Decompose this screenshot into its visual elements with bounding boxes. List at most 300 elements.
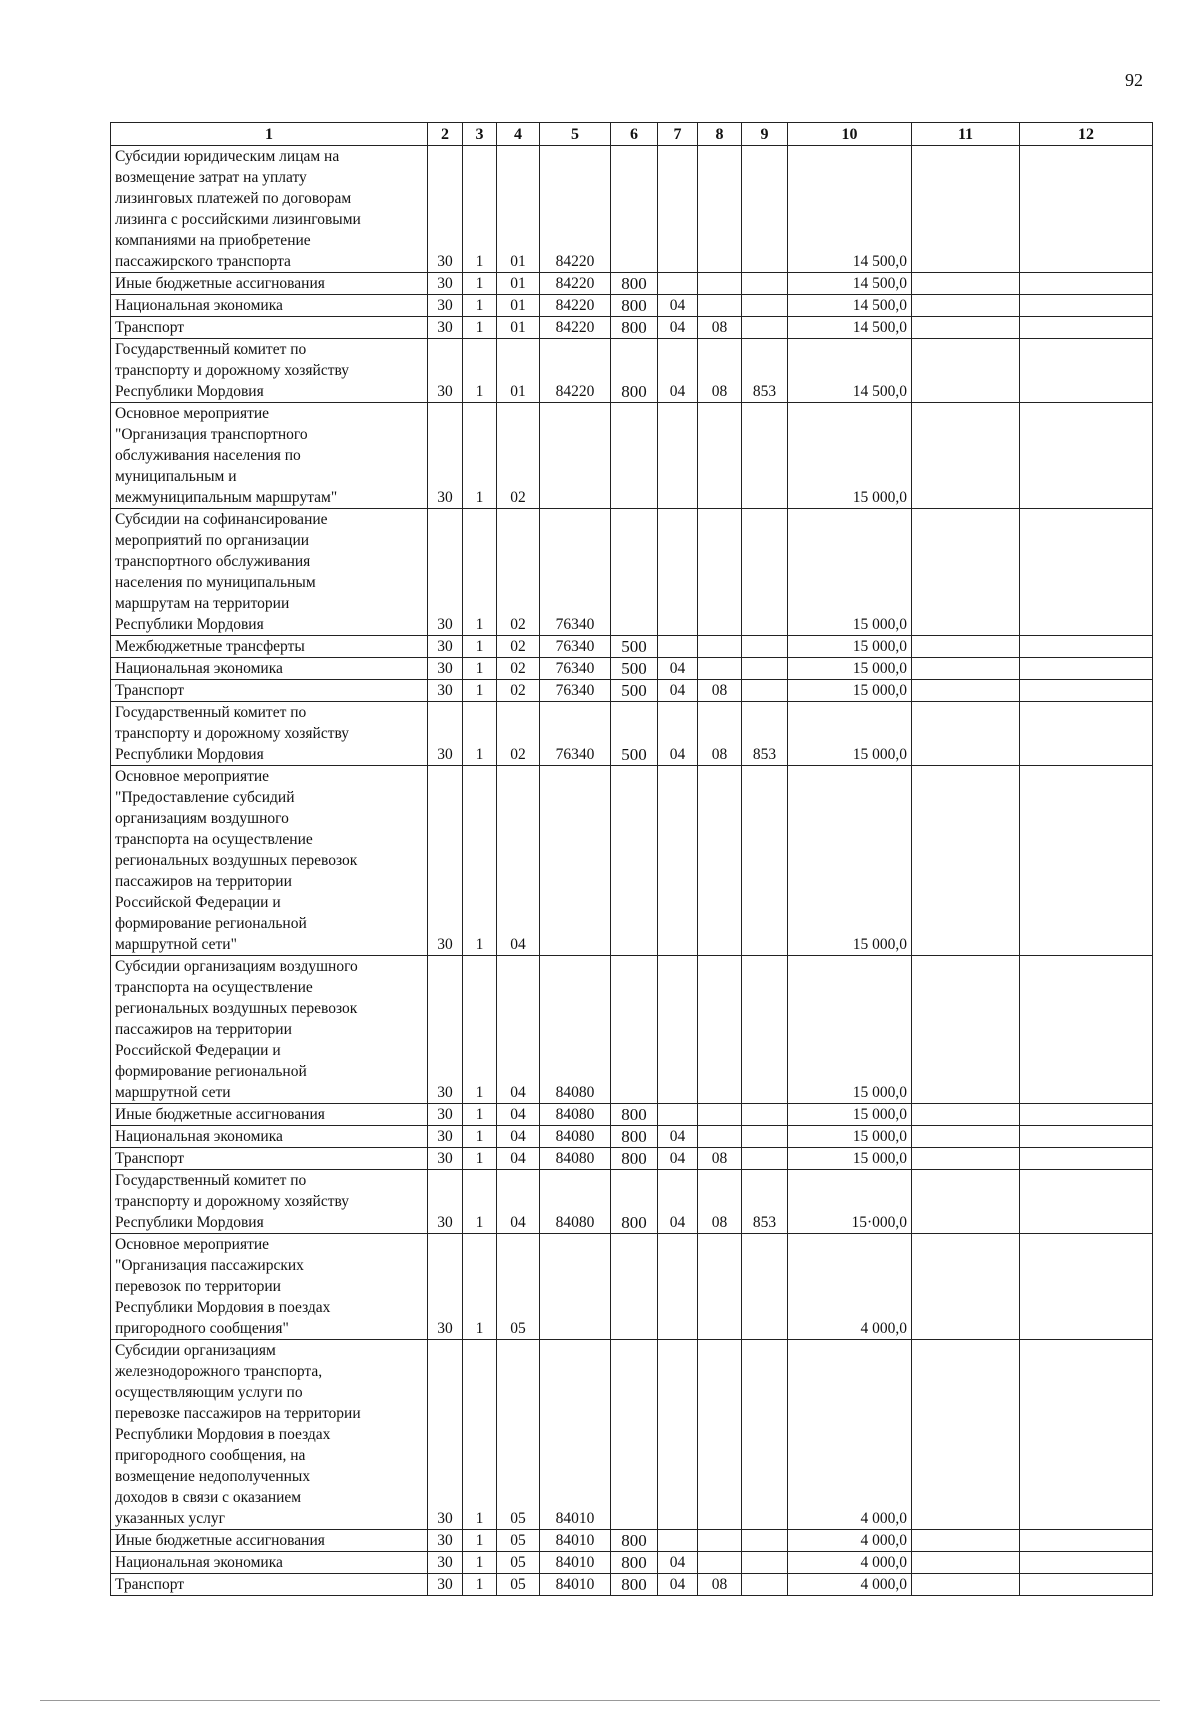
row-name: Транспорт xyxy=(111,317,428,339)
cell-col-7: 04 xyxy=(658,1574,698,1596)
cell-col-5: 84220 xyxy=(540,295,611,317)
cell-col-11 xyxy=(912,1234,1020,1340)
cell-col-12 xyxy=(1020,1340,1153,1530)
cell-col-11 xyxy=(912,1530,1020,1552)
cell-col-3: 1 xyxy=(463,1574,497,1596)
table-row xyxy=(111,1104,1153,1126)
cell-col-4: 02 xyxy=(497,702,540,766)
cell-col-9 xyxy=(742,295,788,317)
row-name: Государственный комитет по транспорту и дорожному хозяйству Республики Мордовия xyxy=(111,339,428,403)
cell-col-10: 15 000,0 xyxy=(788,636,912,658)
cell-col-4: 04 xyxy=(497,766,540,956)
cell-col-12 xyxy=(1020,680,1153,702)
table-row xyxy=(111,295,1153,317)
cell-col-9 xyxy=(742,1530,788,1552)
cell-col-9 xyxy=(742,1234,788,1340)
cell-col-2: 30 xyxy=(428,702,463,766)
cell-col-11 xyxy=(912,1552,1020,1574)
cell-col-7 xyxy=(658,956,698,1104)
row-name: Иные бюджетные ассигнования xyxy=(111,1104,428,1126)
cell-col-9 xyxy=(742,509,788,636)
table-row xyxy=(111,1148,1153,1170)
cell-col-6: 500 xyxy=(611,680,658,702)
cell-col-12 xyxy=(1020,1552,1153,1574)
cell-col-8 xyxy=(698,956,742,1104)
row-name: Субсидии на софинансирование мероприятий по организации транспортного обслуживания населения по муниципальным маршрутам на территории Республики Мордовия xyxy=(111,509,428,636)
cell-col-10: 15 000,0 xyxy=(788,956,912,1104)
cell-col-5 xyxy=(540,1234,611,1340)
cell-col-4: 05 xyxy=(497,1340,540,1530)
cell-col-7: 04 xyxy=(658,1148,698,1170)
cell-col-4: 02 xyxy=(497,403,540,509)
cell-col-9 xyxy=(742,317,788,339)
cell-col-8: 08 xyxy=(698,1170,742,1234)
table-row xyxy=(111,1340,1153,1530)
cell-col-12 xyxy=(1020,658,1153,680)
cell-col-7 xyxy=(658,1530,698,1552)
table-row xyxy=(111,1574,1153,1596)
header-col-1: 1 xyxy=(111,123,428,146)
cell-col-6: 800 xyxy=(611,1170,658,1234)
cell-col-2: 30 xyxy=(428,509,463,636)
cell-col-11 xyxy=(912,403,1020,509)
cell-col-6: 500 xyxy=(611,636,658,658)
page-number: 92 xyxy=(1125,70,1143,90)
cell-col-9 xyxy=(742,1148,788,1170)
cell-col-9: 853 xyxy=(742,1170,788,1234)
cell-col-12 xyxy=(1020,339,1153,403)
cell-col-9 xyxy=(742,1574,788,1596)
cell-col-3: 1 xyxy=(463,956,497,1104)
cell-col-3: 1 xyxy=(463,680,497,702)
row-name: Национальная экономика xyxy=(111,295,428,317)
cell-col-5: 76340 xyxy=(540,658,611,680)
row-name: Транспорт xyxy=(111,1574,428,1596)
cell-col-9 xyxy=(742,1104,788,1126)
budget-table xyxy=(110,122,1153,1596)
table-row xyxy=(111,403,1153,509)
cell-col-5: 84080 xyxy=(540,1126,611,1148)
cell-col-7 xyxy=(658,636,698,658)
row-name: Иные бюджетные ассигнования xyxy=(111,273,428,295)
cell-col-6 xyxy=(611,766,658,956)
cell-col-10: 15 000,0 xyxy=(788,509,912,636)
cell-col-10: 4 000,0 xyxy=(788,1234,912,1340)
cell-col-11 xyxy=(912,317,1020,339)
cell-col-3: 1 xyxy=(463,1234,497,1340)
cell-col-8 xyxy=(698,1234,742,1340)
cell-col-2: 30 xyxy=(428,1552,463,1574)
cell-col-5: 84220 xyxy=(540,317,611,339)
cell-col-4: 02 xyxy=(497,680,540,702)
cell-col-4: 01 xyxy=(497,339,540,403)
cell-col-9 xyxy=(742,680,788,702)
header-col-7: 7 xyxy=(658,123,698,146)
cell-col-9 xyxy=(742,956,788,1104)
header-col-2: 2 xyxy=(428,123,463,146)
cell-col-12 xyxy=(1020,1148,1153,1170)
cell-col-6: 800 xyxy=(611,1530,658,1552)
cell-col-7 xyxy=(658,1234,698,1340)
table-row xyxy=(111,1234,1153,1340)
cell-col-11 xyxy=(912,146,1020,273)
cell-col-4: 02 xyxy=(497,509,540,636)
row-name: Государственный комитет по транспорту и дорожному хозяйству Республики Мордовия xyxy=(111,1170,428,1234)
cell-col-9 xyxy=(742,1552,788,1574)
cell-col-6: 800 xyxy=(611,317,658,339)
row-name: Иные бюджетные ассигнования xyxy=(111,1530,428,1552)
cell-col-2: 30 xyxy=(428,766,463,956)
cell-col-2: 30 xyxy=(428,1234,463,1340)
row-name: Национальная экономика xyxy=(111,1126,428,1148)
cell-col-8: 08 xyxy=(698,1148,742,1170)
header-col-3: 3 xyxy=(463,123,497,146)
table-row xyxy=(111,146,1153,273)
cell-col-5: 84220 xyxy=(540,339,611,403)
cell-col-2: 30 xyxy=(428,273,463,295)
cell-col-10: 15·000,0 xyxy=(788,1170,912,1234)
cell-col-6 xyxy=(611,1234,658,1340)
cell-col-11 xyxy=(912,339,1020,403)
cell-col-3: 1 xyxy=(463,295,497,317)
header-col-8: 8 xyxy=(698,123,742,146)
row-name: Государственный комитет по транспорту и дорожному хозяйству Республики Мордовия xyxy=(111,702,428,766)
cell-col-4: 04 xyxy=(497,1148,540,1170)
cell-col-6: 500 xyxy=(611,702,658,766)
cell-col-10: 15 000,0 xyxy=(788,702,912,766)
cell-col-3: 1 xyxy=(463,1340,497,1530)
table-row xyxy=(111,273,1153,295)
header-col-12: 12 xyxy=(1020,123,1153,146)
cell-col-6 xyxy=(611,509,658,636)
table-row xyxy=(111,702,1153,766)
cell-col-6 xyxy=(611,956,658,1104)
cell-col-8: 08 xyxy=(698,317,742,339)
cell-col-3: 1 xyxy=(463,1530,497,1552)
cell-col-9 xyxy=(742,1340,788,1530)
cell-col-12 xyxy=(1020,317,1153,339)
cell-col-10: 15 000,0 xyxy=(788,658,912,680)
cell-col-9 xyxy=(742,766,788,956)
cell-col-3: 1 xyxy=(463,1148,497,1170)
cell-col-2: 30 xyxy=(428,1126,463,1148)
cell-col-2: 30 xyxy=(428,146,463,273)
cell-col-2: 30 xyxy=(428,339,463,403)
cell-col-7 xyxy=(658,1340,698,1530)
header-col-11: 11 xyxy=(912,123,1020,146)
cell-col-5 xyxy=(540,766,611,956)
cell-col-6: 800 xyxy=(611,1552,658,1574)
row-name: Основное мероприятие "Организация пассажирских перевозок по территории Республики Мордовия в поездах пригородного сообщения" xyxy=(111,1234,428,1340)
cell-col-11 xyxy=(912,1170,1020,1234)
header-col-10: 10 xyxy=(788,123,912,146)
table-row xyxy=(111,1126,1153,1148)
cell-col-7: 04 xyxy=(658,658,698,680)
cell-col-8 xyxy=(698,1104,742,1126)
cell-col-9 xyxy=(742,273,788,295)
cell-col-3: 1 xyxy=(463,273,497,295)
cell-col-5: 84220 xyxy=(540,146,611,273)
cell-col-8: 08 xyxy=(698,1574,742,1596)
cell-col-5 xyxy=(540,403,611,509)
cell-col-11 xyxy=(912,702,1020,766)
cell-col-8: 08 xyxy=(698,339,742,403)
row-name: Субсидии организациям железнодорожного транспорта, осуществляющим услуги по перевозке пассажиров на территории Республики Мордовия в поездах пригородного сообщения, на возмещение недополученных доходов в связи с оказанием указанных услуг xyxy=(111,1340,428,1530)
cell-col-11 xyxy=(912,956,1020,1104)
cell-col-4: 05 xyxy=(497,1530,540,1552)
cell-col-6: 800 xyxy=(611,1574,658,1596)
cell-col-4: 05 xyxy=(497,1574,540,1596)
row-name: Транспорт xyxy=(111,1148,428,1170)
cell-col-3: 1 xyxy=(463,658,497,680)
cell-col-11 xyxy=(912,1148,1020,1170)
cell-col-8 xyxy=(698,1126,742,1148)
cell-col-6: 800 xyxy=(611,295,658,317)
table-row xyxy=(111,956,1153,1104)
cell-col-5: 84080 xyxy=(540,1170,611,1234)
cell-col-11 xyxy=(912,509,1020,636)
cell-col-3: 1 xyxy=(463,1126,497,1148)
cell-col-6: 800 xyxy=(611,1126,658,1148)
cell-col-8 xyxy=(698,1340,742,1530)
cell-col-10: 15 000,0 xyxy=(788,1148,912,1170)
cell-col-4: 02 xyxy=(497,658,540,680)
cell-col-10: 14 500,0 xyxy=(788,146,912,273)
row-name: Субсидии организациям воздушного транспорта на осуществление региональных воздушных перевозок пассажиров на территории Российской Федерации и формирование региональной маршрутной сети xyxy=(111,956,428,1104)
row-name: Основное мероприятие "Предоставление субсидий организациям воздушного транспорта на осуществление региональных воздушных перевозок пассажиров на территории Российской Федерации и формирование региональной маршрутной сети" xyxy=(111,766,428,956)
cell-col-5: 84010 xyxy=(540,1530,611,1552)
cell-col-9: 853 xyxy=(742,339,788,403)
cell-col-12 xyxy=(1020,509,1153,636)
cell-col-4: 01 xyxy=(497,273,540,295)
table-body xyxy=(111,146,1153,1596)
cell-col-7: 04 xyxy=(658,317,698,339)
cell-col-3: 1 xyxy=(463,146,497,273)
table-header-row xyxy=(111,123,1153,146)
cell-col-9 xyxy=(742,636,788,658)
cell-col-11 xyxy=(912,766,1020,956)
cell-col-4: 05 xyxy=(497,1234,540,1340)
header-col-9: 9 xyxy=(742,123,788,146)
cell-col-2: 30 xyxy=(428,1530,463,1552)
cell-col-3: 1 xyxy=(463,317,497,339)
cell-col-6: 800 xyxy=(611,1148,658,1170)
header-col-5: 5 xyxy=(540,123,611,146)
cell-col-2: 30 xyxy=(428,1148,463,1170)
cell-col-12 xyxy=(1020,1530,1153,1552)
cell-col-8 xyxy=(698,1530,742,1552)
cell-col-8 xyxy=(698,295,742,317)
cell-col-3: 1 xyxy=(463,509,497,636)
cell-col-5: 84010 xyxy=(540,1552,611,1574)
cell-col-4: 01 xyxy=(497,295,540,317)
cell-col-6: 800 xyxy=(611,339,658,403)
cell-col-11 xyxy=(912,273,1020,295)
cell-col-7: 04 xyxy=(658,1126,698,1148)
cell-col-8 xyxy=(698,1552,742,1574)
cell-col-10: 14 500,0 xyxy=(788,273,912,295)
cell-col-8 xyxy=(698,766,742,956)
row-name: Межбюджетные трансферты xyxy=(111,636,428,658)
table-row xyxy=(111,509,1153,636)
cell-col-11 xyxy=(912,1340,1020,1530)
cell-col-3: 1 xyxy=(463,636,497,658)
cell-col-12 xyxy=(1020,1574,1153,1596)
cell-col-10: 15 000,0 xyxy=(788,403,912,509)
cell-col-7 xyxy=(658,146,698,273)
cell-col-4: 01 xyxy=(497,317,540,339)
cell-col-8: 08 xyxy=(698,680,742,702)
cell-col-12 xyxy=(1020,295,1153,317)
cell-col-8 xyxy=(698,273,742,295)
cell-col-8 xyxy=(698,636,742,658)
table-row xyxy=(111,1170,1153,1234)
cell-col-7: 04 xyxy=(658,295,698,317)
row-name: Основное мероприятие "Организация транспортного обслуживания населения по муниципальным и межмуниципальным маршрутам" xyxy=(111,403,428,509)
cell-col-3: 1 xyxy=(463,1104,497,1126)
cell-col-11 xyxy=(912,1574,1020,1596)
cell-col-4: 04 xyxy=(497,1104,540,1126)
cell-col-9 xyxy=(742,146,788,273)
cell-col-10: 14 500,0 xyxy=(788,339,912,403)
cell-col-12 xyxy=(1020,273,1153,295)
cell-col-6: 800 xyxy=(611,273,658,295)
cell-col-4: 02 xyxy=(497,636,540,658)
cell-col-10: 4 000,0 xyxy=(788,1552,912,1574)
row-name: Национальная экономика xyxy=(111,1552,428,1574)
cell-col-3: 1 xyxy=(463,1552,497,1574)
cell-col-9 xyxy=(742,658,788,680)
cell-col-4: 04 xyxy=(497,956,540,1104)
cell-col-3: 1 xyxy=(463,702,497,766)
table-row xyxy=(111,317,1153,339)
cell-col-2: 30 xyxy=(428,1340,463,1530)
cell-col-5: 84010 xyxy=(540,1574,611,1596)
row-name: Субсидии юридическим лицам на возмещение затрат на уплату лизинговых платежей по договорам лизинга с российскими лизинговыми компаниями на приобретение пассажирского транспорта xyxy=(111,146,428,273)
table-row xyxy=(111,1530,1153,1552)
table-row xyxy=(111,680,1153,702)
cell-col-7 xyxy=(658,509,698,636)
cell-col-10: 4 000,0 xyxy=(788,1340,912,1530)
cell-col-7 xyxy=(658,766,698,956)
row-name: Транспорт xyxy=(111,680,428,702)
cell-col-5: 84010 xyxy=(540,1340,611,1530)
cell-col-10: 15 000,0 xyxy=(788,1126,912,1148)
cell-col-2: 30 xyxy=(428,1574,463,1596)
cell-col-7: 04 xyxy=(658,680,698,702)
cell-col-6: 500 xyxy=(611,658,658,680)
cell-col-6 xyxy=(611,403,658,509)
cell-col-12 xyxy=(1020,766,1153,956)
cell-col-2: 30 xyxy=(428,956,463,1104)
cell-col-6: 800 xyxy=(611,1104,658,1126)
cell-col-5: 76340 xyxy=(540,680,611,702)
cell-col-3: 1 xyxy=(463,1170,497,1234)
cell-col-7: 04 xyxy=(658,339,698,403)
cell-col-2: 30 xyxy=(428,295,463,317)
cell-col-12 xyxy=(1020,636,1153,658)
cell-col-10: 4 000,0 xyxy=(788,1574,912,1596)
cell-col-8 xyxy=(698,146,742,273)
bottom-divider xyxy=(40,1700,1160,1701)
cell-col-11 xyxy=(912,680,1020,702)
cell-col-12 xyxy=(1020,702,1153,766)
cell-col-11 xyxy=(912,1126,1020,1148)
cell-col-4: 04 xyxy=(497,1170,540,1234)
cell-col-9: 853 xyxy=(742,702,788,766)
table-row xyxy=(111,658,1153,680)
cell-col-5: 76340 xyxy=(540,636,611,658)
header-col-4: 4 xyxy=(497,123,540,146)
cell-col-8 xyxy=(698,403,742,509)
cell-col-3: 1 xyxy=(463,403,497,509)
cell-col-12 xyxy=(1020,1104,1153,1126)
cell-col-9 xyxy=(742,1126,788,1148)
cell-col-5: 84080 xyxy=(540,956,611,1104)
cell-col-12 xyxy=(1020,1234,1153,1340)
cell-col-12 xyxy=(1020,1170,1153,1234)
cell-col-5: 84220 xyxy=(540,273,611,295)
cell-col-11 xyxy=(912,636,1020,658)
cell-col-12 xyxy=(1020,146,1153,273)
cell-col-2: 30 xyxy=(428,317,463,339)
cell-col-10: 14 500,0 xyxy=(788,317,912,339)
cell-col-11 xyxy=(912,658,1020,680)
cell-col-10: 15 000,0 xyxy=(788,1104,912,1126)
cell-col-2: 30 xyxy=(428,1170,463,1234)
cell-col-2: 30 xyxy=(428,658,463,680)
cell-col-12 xyxy=(1020,1126,1153,1148)
cell-col-7 xyxy=(658,1104,698,1126)
cell-col-12 xyxy=(1020,956,1153,1104)
cell-col-3: 1 xyxy=(463,766,497,956)
cell-col-2: 30 xyxy=(428,403,463,509)
cell-col-10: 14 500,0 xyxy=(788,295,912,317)
cell-col-2: 30 xyxy=(428,636,463,658)
cell-col-10: 15 000,0 xyxy=(788,766,912,956)
cell-col-7 xyxy=(658,273,698,295)
cell-col-8 xyxy=(698,658,742,680)
row-name: Национальная экономика xyxy=(111,658,428,680)
cell-col-12 xyxy=(1020,403,1153,509)
cell-col-5: 76340 xyxy=(540,509,611,636)
cell-col-8: 08 xyxy=(698,702,742,766)
cell-col-2: 30 xyxy=(428,1104,463,1126)
cell-col-5: 84080 xyxy=(540,1104,611,1126)
cell-col-6 xyxy=(611,1340,658,1530)
cell-col-7: 04 xyxy=(658,1170,698,1234)
cell-col-3: 1 xyxy=(463,339,497,403)
cell-col-4: 05 xyxy=(497,1552,540,1574)
cell-col-11 xyxy=(912,1104,1020,1126)
cell-col-11 xyxy=(912,295,1020,317)
table-row xyxy=(111,766,1153,956)
cell-col-5: 84080 xyxy=(540,1148,611,1170)
cell-col-4: 04 xyxy=(497,1126,540,1148)
table-row xyxy=(111,339,1153,403)
cell-col-2: 30 xyxy=(428,680,463,702)
cell-col-8 xyxy=(698,509,742,636)
cell-col-6 xyxy=(611,146,658,273)
header-col-6: 6 xyxy=(611,123,658,146)
cell-col-4: 01 xyxy=(497,146,540,273)
cell-col-10: 15 000,0 xyxy=(788,680,912,702)
cell-col-10: 4 000,0 xyxy=(788,1530,912,1552)
cell-col-5: 76340 xyxy=(540,702,611,766)
cell-col-9 xyxy=(742,403,788,509)
table-row xyxy=(111,636,1153,658)
cell-col-7: 04 xyxy=(658,1552,698,1574)
